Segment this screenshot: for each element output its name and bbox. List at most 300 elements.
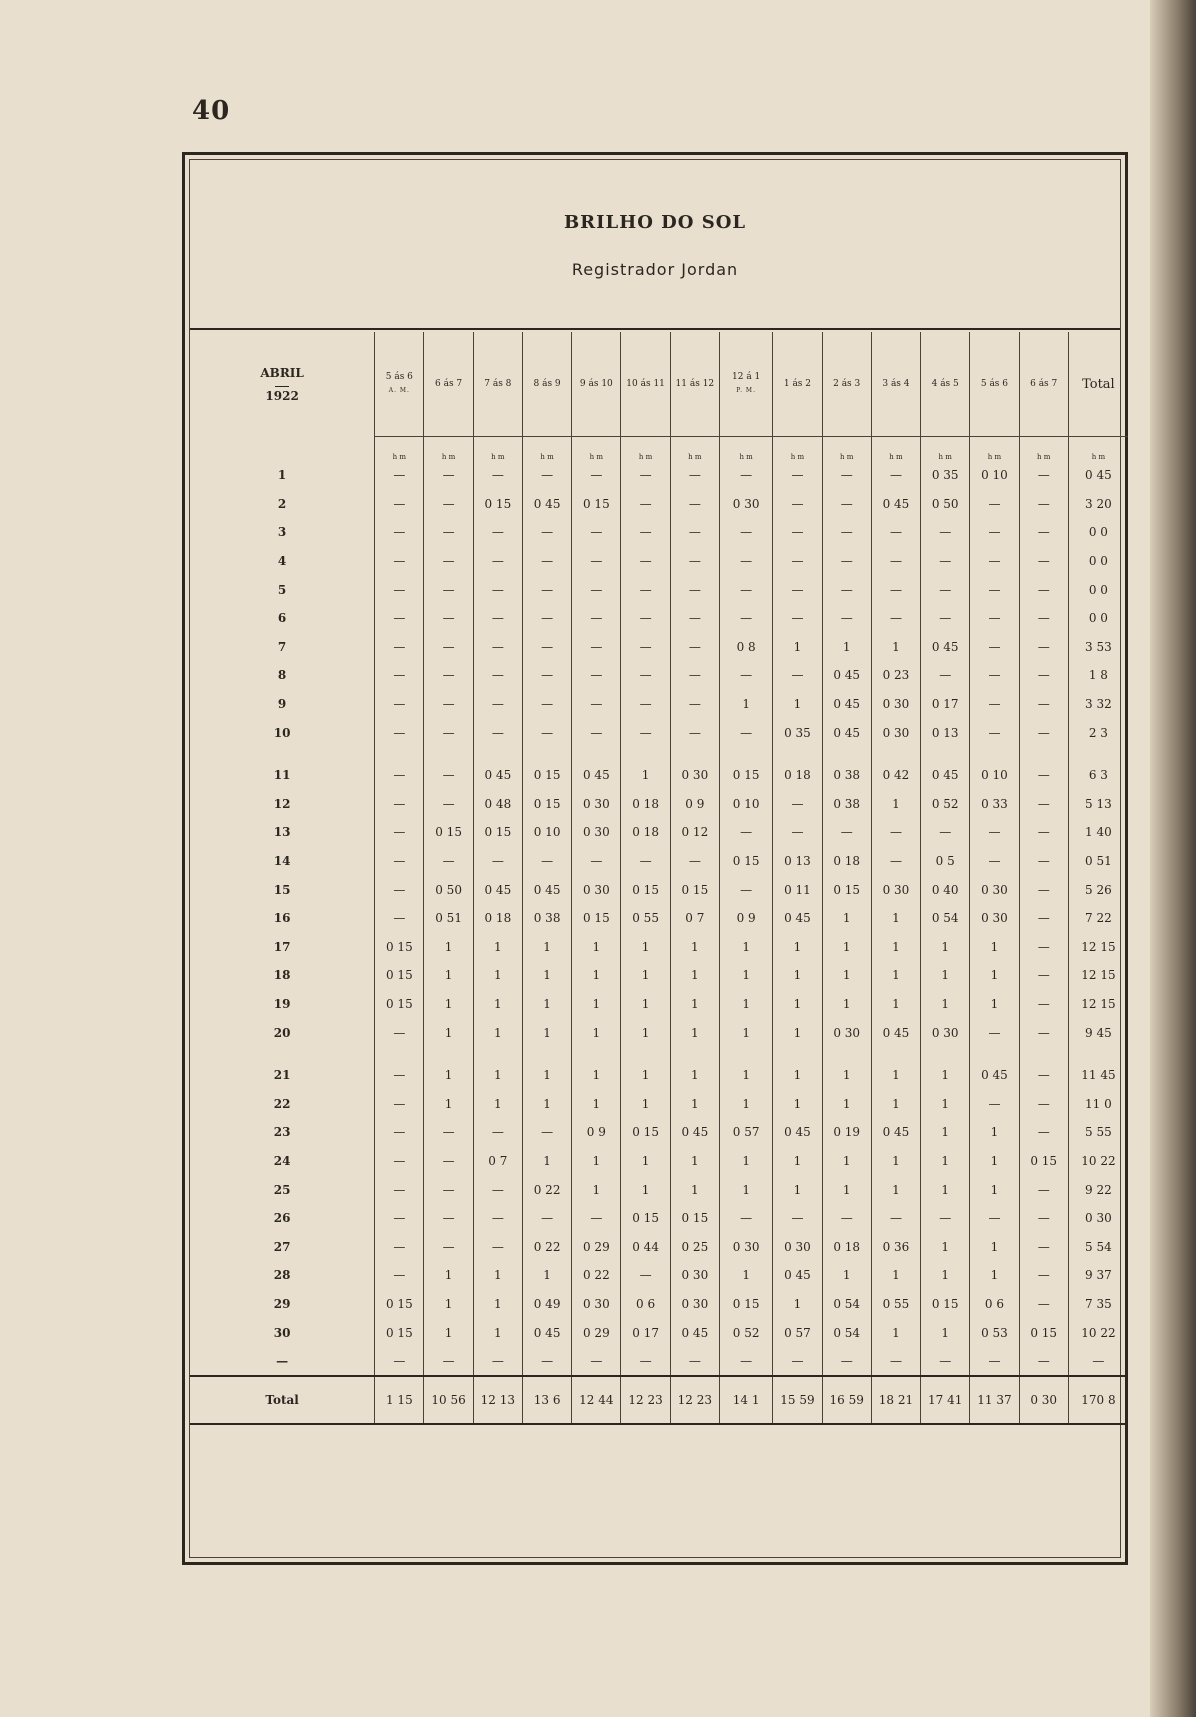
unit-label: h m (1068, 437, 1128, 462)
table-cell: 1 (621, 961, 670, 990)
day-label: 9 (277, 697, 287, 712)
table-cell: 1 (871, 1175, 920, 1204)
table-cell: 1 (822, 1261, 871, 1290)
table-cell: — (424, 661, 473, 690)
table-cell: — (375, 661, 424, 690)
table-row (190, 1347, 1128, 1377)
unit-label: h m (670, 437, 719, 462)
table-cell: — (424, 1175, 473, 1204)
table-cell: — (522, 633, 571, 662)
table-cell: 1 (719, 1089, 772, 1118)
spacer-row (190, 747, 1128, 761)
table-cell: 0 17 (921, 690, 970, 719)
table-cell: — (921, 818, 970, 847)
table-cell: 1 (572, 990, 621, 1019)
table-row (190, 1118, 1128, 1147)
table-cell: 0 45 (970, 1061, 1019, 1090)
column-header-label: 1 ás 2 (783, 378, 812, 389)
table-cell: — (1019, 847, 1068, 876)
table-cell: 1 (424, 1018, 473, 1047)
table-cell: — (1019, 1089, 1068, 1118)
table-cell: 1 (670, 1089, 719, 1118)
total-cell: 14 1 (719, 1376, 772, 1424)
table-cell: — (522, 690, 571, 719)
table-cell: — (522, 847, 571, 876)
table-cell: — (1019, 1018, 1068, 1047)
table-cell: 1 (871, 990, 920, 1019)
total-cell: 0 30 (1019, 1376, 1068, 1424)
table-cell: — (522, 1347, 571, 1377)
total-row-label: Total (190, 1376, 375, 1424)
day-label: — (276, 1354, 289, 1369)
table-cell: — (1019, 818, 1068, 847)
table-cell: 0 15 (375, 990, 424, 1019)
table-cell: 1 (424, 1261, 473, 1290)
table-cell: — (1019, 990, 1068, 1019)
table-cell: — (1019, 718, 1068, 747)
table-cell: — (822, 1347, 871, 1377)
table-cell: 1 (871, 933, 920, 962)
table-cell: — (572, 661, 621, 690)
column-header-label: 12 á 1 (732, 372, 761, 382)
column-header-label: 6 ás 7 (435, 378, 463, 389)
table-cell: — (424, 1232, 473, 1261)
table-cell: 1 (773, 690, 822, 719)
table-cell: 1 (773, 961, 822, 990)
table-cell: 0 44 (621, 1232, 670, 1261)
table-subtitle: Registrador Jordan (571, 260, 739, 279)
table-cell: 0 15 (621, 875, 670, 904)
table-cell: — (375, 1018, 424, 1047)
page-number: 40 (192, 96, 231, 126)
table-row (190, 1175, 1128, 1204)
table-cell: 1 (921, 1089, 970, 1118)
table-cell: 0 30 (670, 1290, 719, 1319)
table-cell: — (621, 633, 670, 662)
table-row (190, 990, 1128, 1019)
table-cell: 1 (871, 1147, 920, 1176)
table-cell: — (375, 575, 424, 604)
table-cell: — (1019, 490, 1068, 519)
table-cell: — (970, 575, 1019, 604)
column-header (572, 332, 621, 437)
table-cell: 1 (871, 633, 920, 662)
table-row (190, 690, 1128, 719)
table-cell: 1 (921, 990, 970, 1019)
table-cell: 0 7 (670, 904, 719, 933)
table-cell: 0 0 (1068, 604, 1128, 633)
total-cell: 12 44 (572, 1376, 621, 1424)
column-header (773, 332, 822, 437)
table-cell: 1 (773, 990, 822, 1019)
table-cell: 0 30 (822, 1018, 871, 1047)
table-cell: — (970, 1089, 1019, 1118)
table-cell: — (522, 518, 571, 547)
table-cell: 1 (970, 1147, 1019, 1176)
table-cell: — (572, 633, 621, 662)
table-cell: — (670, 490, 719, 519)
table-cell: — (1019, 604, 1068, 633)
table-cell: — (375, 547, 424, 576)
table-cell: 0 45 (473, 875, 522, 904)
table-title: BRILHO DO SOL (563, 212, 747, 233)
table-cell: 1 (822, 990, 871, 1019)
table-frame (182, 152, 1128, 1565)
table-cell: 1 (522, 1261, 571, 1290)
table-cell: 0 45 (522, 490, 571, 519)
table-cell: — (522, 661, 571, 690)
table-cell: — (621, 604, 670, 633)
table-row (190, 818, 1128, 847)
day-label: 5 (277, 582, 287, 597)
table-cell: 1 (424, 1290, 473, 1319)
table-cell: — (970, 718, 1019, 747)
table-cell: — (424, 604, 473, 633)
table-cell: 1 (970, 1261, 1019, 1290)
table-cell: — (970, 847, 1019, 876)
table-cell: 1 40 (1068, 818, 1128, 847)
table-cell: 0 45 (871, 1018, 920, 1047)
unit-label: h m (970, 437, 1019, 462)
table-cell: — (670, 461, 719, 490)
table-cell: — (921, 1204, 970, 1233)
table-cell: 0 57 (719, 1118, 772, 1147)
column-header-label: 5 ás 6 (980, 378, 1009, 389)
table-cell: — (871, 575, 920, 604)
table-cell: 0 15 (572, 904, 621, 933)
table-cell: 0 30 (970, 904, 1019, 933)
column-header-period: P. M. (736, 387, 756, 394)
table-cell: — (621, 547, 670, 576)
table-cell: — (572, 461, 621, 490)
table-cell: — (719, 718, 772, 747)
table-cell: — (871, 547, 920, 576)
table-cell: — (522, 461, 571, 490)
table-cell: 0 38 (522, 904, 571, 933)
table-cell: — (670, 1347, 719, 1377)
table-cell: 0 30 (572, 818, 621, 847)
table-cell: — (670, 847, 719, 876)
table-cell: 0 45 (473, 761, 522, 790)
table-cell: — (921, 547, 970, 576)
day-label: 29 (273, 1296, 291, 1311)
table-cell: 0 6 (621, 1290, 670, 1319)
table-row (190, 1290, 1128, 1319)
table-cell: — (375, 1089, 424, 1118)
total-cell: 170 8 (1068, 1376, 1128, 1424)
table-cell: 1 (921, 1118, 970, 1147)
table-cell: 7 35 (1068, 1290, 1128, 1319)
table-cell: 1 (822, 961, 871, 990)
table-cell: — (719, 518, 772, 547)
table-cell: — (719, 818, 772, 847)
table-cell: 1 (621, 1147, 670, 1176)
table-cell: — (719, 1204, 772, 1233)
table-cell: — (1019, 1261, 1068, 1290)
unit-label: h m (1019, 437, 1068, 462)
table-cell: — (375, 1061, 424, 1090)
table-cell: 1 (921, 933, 970, 962)
table-cell: 1 (921, 1232, 970, 1261)
day-label: 25 (273, 1182, 291, 1197)
table-cell: 1 (871, 790, 920, 819)
table-cell: 1 (621, 1018, 670, 1047)
table-cell: 1 (822, 633, 871, 662)
table-row (190, 661, 1128, 690)
table-cell: 0 35 (773, 718, 822, 747)
table-cell: 1 (773, 933, 822, 962)
total-cell: 18 21 (871, 1376, 920, 1424)
column-header-label: 7 ás 8 (484, 378, 512, 389)
table-cell: — (375, 1347, 424, 1377)
table-cell: — (473, 547, 522, 576)
column-header (719, 332, 772, 437)
table-cell: — (572, 1204, 621, 1233)
day-label: 20 (273, 1025, 291, 1040)
column-header-label: 4 ás 5 (931, 378, 959, 389)
table-cell: 0 15 (473, 490, 522, 519)
table-cell: — (719, 461, 772, 490)
table-cell: 0 30 (572, 790, 621, 819)
table-cell: 0 45 (773, 1261, 822, 1290)
table-cell: 0 45 (822, 690, 871, 719)
column-header-label: 3 ás 4 (882, 378, 910, 389)
table-cell: 10 22 (1068, 1147, 1128, 1176)
table-cell: 0 55 (621, 904, 670, 933)
table-cell: 0 13 (773, 847, 822, 876)
column-header-label: 11 ás 12 (675, 378, 715, 389)
table-cell: 1 (773, 1061, 822, 1090)
table-cell: — (473, 718, 522, 747)
table-cell: 1 (572, 1175, 621, 1204)
table-cell: 1 (473, 961, 522, 990)
total-cell: 10 56 (424, 1376, 473, 1424)
table-cell: 1 (970, 933, 1019, 962)
table-cell: 0 45 (921, 633, 970, 662)
table-cell: — (773, 547, 822, 576)
table-cell: 6 3 (1068, 761, 1128, 790)
table-cell: 1 (424, 933, 473, 962)
spacer-row (190, 1047, 1128, 1061)
table-header (190, 160, 1120, 330)
table-cell: 1 (670, 961, 719, 990)
column-header (670, 332, 719, 437)
table-cell: — (871, 604, 920, 633)
table-cell: — (473, 1232, 522, 1261)
table-cell: 0 18 (773, 761, 822, 790)
column-header-label: 6 ás 7 (1030, 378, 1058, 389)
table-cell: 0 49 (522, 1290, 571, 1319)
table-cell: — (670, 575, 719, 604)
table-cell: — (822, 575, 871, 604)
table-row (190, 575, 1128, 604)
table-cell: 0 45 (871, 490, 920, 519)
table-cell: — (572, 518, 621, 547)
table-cell: — (1019, 1061, 1068, 1090)
unit-label: h m (719, 437, 772, 462)
table-cell: — (375, 490, 424, 519)
table-cell: 0 15 (670, 875, 719, 904)
table-cell: — (773, 518, 822, 547)
table-cell: — (719, 875, 772, 904)
table-row (190, 1232, 1128, 1261)
table-cell: 0 30 (719, 490, 772, 519)
table-cell: 3 53 (1068, 633, 1128, 662)
total-cell: 12 23 (621, 1376, 670, 1424)
day-label: 18 (273, 968, 291, 983)
table-cell: 0 45 (522, 1318, 571, 1347)
table-cell: — (1019, 1232, 1068, 1261)
table-cell: — (572, 690, 621, 719)
table-cell: — (375, 1118, 424, 1147)
table-cell: 1 (424, 1318, 473, 1347)
table-cell: 1 (621, 990, 670, 1019)
table-cell: — (522, 1118, 571, 1147)
column-header (921, 332, 970, 437)
table-cell: 7 22 (1068, 904, 1128, 933)
table-cell: 1 (719, 961, 772, 990)
table-cell: 1 (719, 1018, 772, 1047)
table-cell: — (424, 847, 473, 876)
table-cell: 0 6 (970, 1290, 1019, 1319)
table-cell: 1 (473, 933, 522, 962)
unit-label: h m (822, 437, 871, 462)
table-cell: — (773, 461, 822, 490)
table-cell: 1 (473, 1318, 522, 1347)
table-cell: 0 15 (522, 790, 571, 819)
table-cell: — (822, 490, 871, 519)
table-row (190, 790, 1128, 819)
table-cell: 1 (473, 1018, 522, 1047)
table-cell: — (970, 518, 1019, 547)
table-cell: — (1019, 661, 1068, 690)
table-cell: 0 8 (719, 633, 772, 662)
table-cell: — (670, 547, 719, 576)
table-cell: — (621, 690, 670, 719)
table-cell: 9 22 (1068, 1175, 1128, 1204)
table-cell: — (424, 461, 473, 490)
table-cell: 1 (522, 1018, 571, 1047)
table-cell: — (773, 604, 822, 633)
table-cell: 1 (473, 1290, 522, 1319)
table-cell: — (1019, 961, 1068, 990)
table-cell: — (1019, 1118, 1068, 1147)
column-header-period: A. M. (388, 387, 410, 394)
table-cell: — (375, 518, 424, 547)
table-cell: 1 (719, 1175, 772, 1204)
table-cell: 0 30 (871, 718, 920, 747)
table-cell: 0 10 (970, 461, 1019, 490)
table-cell: — (1019, 461, 1068, 490)
table-cell: — (1019, 575, 1068, 604)
table-cell: 1 (921, 1147, 970, 1176)
table-cell: — (572, 547, 621, 576)
table-cell: 1 (473, 1061, 522, 1090)
table-cell: 0 15 (1019, 1318, 1068, 1347)
table-row (190, 761, 1128, 790)
day-label: 28 (273, 1268, 291, 1283)
table-cell: 3 20 (1068, 490, 1128, 519)
table-cell: — (871, 518, 920, 547)
total-cell: 12 23 (670, 1376, 719, 1424)
table-cell: — (572, 847, 621, 876)
table-cell: 1 (621, 1061, 670, 1090)
table-cell: — (621, 847, 670, 876)
table-cell: — (970, 1018, 1019, 1047)
day-label: 30 (273, 1325, 291, 1340)
column-header (822, 332, 871, 437)
table-cell: — (773, 818, 822, 847)
table-cell: 0 38 (822, 790, 871, 819)
day-label: 15 (273, 882, 291, 897)
table-cell: 0 15 (719, 847, 772, 876)
table-cell: 0 15 (921, 1290, 970, 1319)
table-row (190, 1261, 1128, 1290)
table-cell: — (424, 1347, 473, 1377)
table-cell: 1 (719, 1147, 772, 1176)
day-label: 24 (273, 1153, 291, 1168)
table-cell: 1 (572, 933, 621, 962)
table-cell: — (1019, 875, 1068, 904)
table-cell: 5 13 (1068, 790, 1128, 819)
table-cell: — (424, 1147, 473, 1176)
table-cell: 0 45 (1068, 461, 1128, 490)
table-cell: — (621, 718, 670, 747)
table-cell: — (719, 661, 772, 690)
table-cell: 12 15 (1068, 933, 1128, 962)
day-label: 2 (277, 496, 287, 511)
table-cell: 0 22 (572, 1261, 621, 1290)
sunshine-table (190, 332, 1128, 1425)
table-cell: 0 51 (424, 904, 473, 933)
table-cell: 1 (473, 1089, 522, 1118)
table-cell: — (375, 1204, 424, 1233)
table-cell: 1 (871, 1318, 920, 1347)
table-cell: — (871, 1347, 920, 1377)
unit-label: h m (424, 437, 473, 462)
table-cell: 0 40 (921, 875, 970, 904)
day-label: 3 (277, 525, 287, 540)
day-label: 22 (273, 1096, 291, 1111)
table-row (190, 1318, 1128, 1347)
table-cell: — (621, 518, 670, 547)
table-cell: — (719, 1347, 772, 1377)
table-cell: 5 54 (1068, 1232, 1128, 1261)
table-cell: — (375, 875, 424, 904)
table-cell: 0 0 (1068, 518, 1128, 547)
table-cell: 0 55 (871, 1290, 920, 1319)
table-cell: 0 45 (572, 761, 621, 790)
day-label: 17 (273, 939, 291, 954)
table-cell: 1 (522, 1089, 571, 1118)
table-cell: — (871, 847, 920, 876)
table-cell: — (424, 1118, 473, 1147)
table-cell: 0 22 (522, 1232, 571, 1261)
table-cell: 0 53 (970, 1318, 1019, 1347)
table-cell: — (375, 718, 424, 747)
table-cell: 5 55 (1068, 1118, 1128, 1147)
column-header (473, 332, 522, 437)
table-cell: — (921, 661, 970, 690)
table-cell: 1 (921, 961, 970, 990)
table-cell: — (670, 604, 719, 633)
day-label: 8 (277, 668, 287, 683)
table-cell: 0 45 (670, 1318, 719, 1347)
table-cell: 1 (773, 1147, 822, 1176)
table-cell: — (670, 661, 719, 690)
table-cell: 0 54 (921, 904, 970, 933)
table-cell: 0 45 (773, 1118, 822, 1147)
